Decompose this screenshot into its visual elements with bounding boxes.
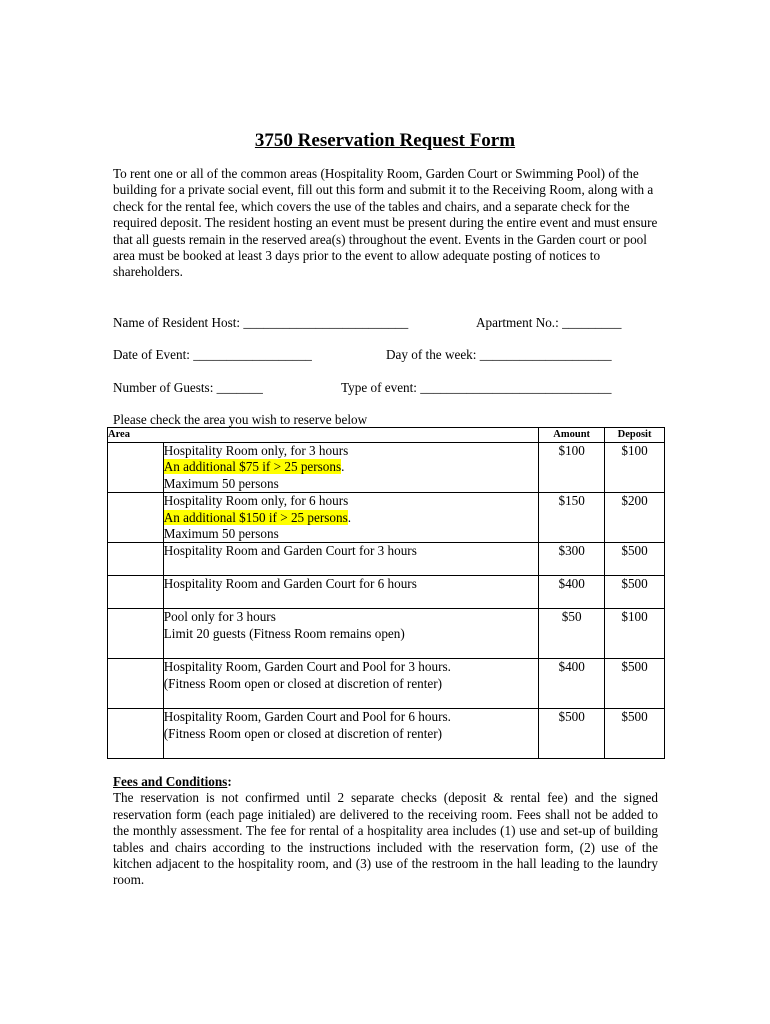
intro-paragraph: To rent one or all of the common areas (Hospitality Room, Garden Court or Swimming Pool) of the building for a private social event, fill out this form and submit it to the Receiving Room, along with a check for the rental fee, which covers the use of the tables and chairs, and a separate check for the required deposit. The resident hosting an event must be present during the entire event and must ensure that all guests remain in the reserved area(s) throughout the event. Events in the Garden court or pool area must be booked at least 3 days prior to the event to allow adequate posting of notices to shareholders.: [113, 166, 658, 280]
surcharge-suffix: .: [347, 509, 352, 525]
deposit-cell: $500: [605, 709, 665, 759]
deposit-cell: $500: [605, 659, 665, 709]
amount-cell: $50: [539, 609, 605, 659]
check-instruction: Please check the area you wish to reserve below: [113, 412, 368, 427]
surcharge-highlight: An additional $150 if > 25 persons: [163, 509, 348, 525]
area-description-line: Hospitality Room, Garden Court and Pool for 3 hours.: [163, 659, 451, 675]
area-description-line: (Fitness Room open or closed at discretion of renter): [163, 675, 443, 691]
apartment-no-field[interactable]: Apartment No.: _________: [476, 315, 622, 330]
reserve-checkbox-cell[interactable]: [108, 609, 164, 659]
area-description-cell: [163, 543, 539, 576]
reserve-checkbox-cell[interactable]: [108, 576, 164, 609]
table-row: [108, 493, 665, 543]
table-row: [108, 576, 665, 609]
amount-cell: $400: [539, 659, 605, 709]
reserve-checkbox-cell[interactable]: [108, 543, 164, 576]
day-of-week-field[interactable]: Day of the week: ____________________: [386, 347, 612, 362]
amount-cell: $150: [539, 493, 605, 543]
area-description-cell: [163, 709, 539, 759]
surcharge-suffix: .: [341, 459, 345, 475]
area-description-line: Hospitality Room, Garden Court and Pool for 6 hours.: [163, 709, 451, 725]
area-description-cell: [163, 493, 539, 543]
resident-host-field[interactable]: Name of Resident Host: _________________________: [113, 315, 409, 330]
area-description-line: Hospitality Room only, for 3 hours: [163, 443, 349, 458]
table-row: [108, 659, 665, 709]
table-header-row: [108, 428, 665, 443]
amount-cell: $300: [539, 543, 605, 576]
reserve-checkbox-cell[interactable]: [108, 443, 164, 493]
fees-heading-text: Fees and Conditions: [113, 774, 228, 789]
area-description-line: Hospitality Room and Garden Court for 3 hours: [163, 543, 417, 559]
area-description-line: (Fitness Room open or closed at discretion of renter): [163, 725, 443, 741]
surcharge-highlight: An additional $75 if > 25 persons: [163, 459, 342, 475]
date-of-event-field[interactable]: Date of Event: __________________: [113, 347, 312, 362]
amount-cell: $400: [539, 576, 605, 609]
reserve-checkbox-cell[interactable]: [108, 659, 164, 709]
area-description-line: Pool only for 3 hours: [163, 609, 276, 625]
area-description-line: Hospitality Room only, for 6 hours: [163, 493, 349, 509]
area-description-line: Hospitality Room and Garden Court for 6 hours: [163, 576, 417, 592]
reservation-areas-table: [107, 427, 665, 759]
amount-cell: $500: [539, 709, 605, 759]
deposit-column-header: Deposit: [605, 428, 665, 443]
area-column-header: Area: [108, 428, 539, 443]
table-row: [108, 609, 665, 659]
fees-heading: [113, 774, 658, 790]
amount-column-header: Amount: [539, 428, 605, 443]
area-description-cell: [163, 609, 539, 659]
amount-cell: $100: [539, 443, 605, 493]
table-row: [108, 543, 665, 576]
max-persons-line: Maximum 50 persons: [163, 526, 279, 542]
area-description-cell: [163, 659, 539, 709]
deposit-cell: $500: [605, 543, 665, 576]
deposit-cell: $500: [605, 576, 665, 609]
form-title: 3750 Reservation Request Form: [254, 130, 516, 151]
area-description-cell: [163, 443, 539, 493]
type-of-event-field[interactable]: Type of event: _____________________________: [341, 380, 612, 395]
fees-heading-colon: :: [227, 774, 232, 789]
max-persons-line: Maximum 50 persons: [163, 475, 279, 491]
surcharge-line: [164, 510, 539, 526]
surcharge-line: [164, 459, 539, 475]
number-of-guests-field[interactable]: Number of Guests: _______: [113, 380, 263, 395]
fees-body: The reservation is not confirmed until 2 separate checks (deposit & rental fee) and the signed reservation form (each page initialed) are delivered to the receiving room. Fees shall not be added to the monthly assessment. The fee for rental of a hospitality area includes (1) use and set-up of building tables and chairs according to the instructions included with the reservation form, (2) use of the kitchen adjacent to the hospitality room, and (3) use of the restroom in the hall leading to the laundry room.: [113, 790, 658, 888]
table-row: [108, 443, 665, 493]
area-description-line: Limit 20 guests (Fitness Room remains open): [163, 625, 405, 641]
area-description-cell: [163, 576, 539, 609]
deposit-cell: $100: [605, 609, 665, 659]
reserve-checkbox-cell[interactable]: [108, 493, 164, 543]
reserve-checkbox-cell[interactable]: [108, 709, 164, 759]
fees-section: [113, 774, 658, 889]
table-row: [108, 709, 665, 759]
deposit-cell: $200: [605, 493, 665, 543]
deposit-cell: $100: [605, 443, 665, 493]
